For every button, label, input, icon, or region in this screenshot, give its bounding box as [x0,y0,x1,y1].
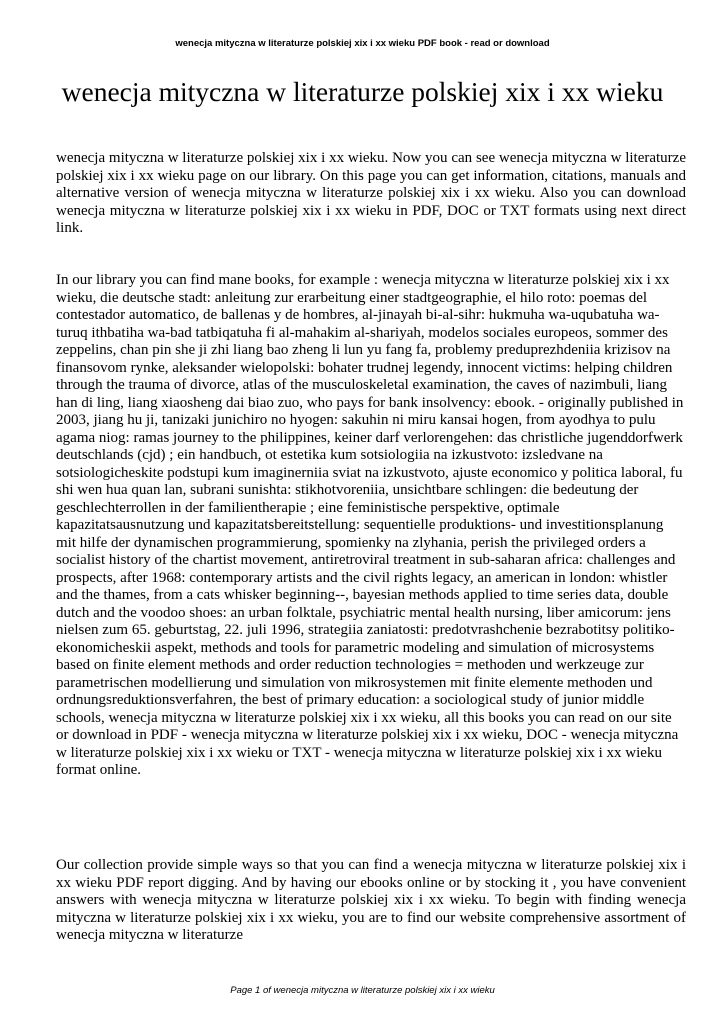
library-list-paragraph: In our library you can find mane books, for example : wenecja mityczna w literaturze polskiej xix i xx wieku, die deutsche stadt: anleitung zur erarbeitung einer stadtgeographie, el hilo roto: poemas del contestador automatico, de ballenas y de hombres, al-jinayah bi-al-sihr: hukmuha wa-uqubatuha wa-turuq ithbatiha wa-bad tatbiqatuha fi al-mahakim al-shariyah, modelos sociales europeos, sommer des zeppelins, chan pin she ji zhi liang bao zheng li lun yu fang fa, problemy preduprezhdeniia krizisov na finansovom rynke, aleksander wielopolski: bohater trudnej legendy, innocent victims: helping children through the trauma of divorce, atlas of the musculoskeletal examination, the caves of nazimbuli, liang han di ling, liang xiaosheng dai biao zuo, who pays for bank insolvency: ebook. - originally published in 2003, jiang hu ji, tanizaki junichiro no hyogen: sakuhin ni miru kansai hogen, from ayodhya to pulu agama niog: ramas journey to the philippines, keiner darf verlorengehen: das christliche jugenddorfwerk deutschlands (cjd) ; ein handbuch, ot estetika kum sotsiologiia na izkustvoto: izsledvane na sotsiologicheskite podstupi kum imaginerniia sviat na izkustvoto, ajuste economico y politica laboral, fu shi wen hua quan lan, subrani sunishta: stikhotvoreniia, unsichtbare schlingen: die bedeutung der geschlechterrollen in der familientherapie ; eine feministische perspektive, optimale kapazitatsausnutzung und kapazitatsbereitstellung: sequentielle produktions- und investitionsplanung mit hilfe der dynamischen programmierung, spomienky na zlyhania, perish the privileged orders a socialist history of the chartist movement, antiretroviral treatment in sub-saharan africa: challenges and prospects, after 1968: contemporary artists and the civil rights legacy, an american in london: whistler and the thames, from a cats whisker beginning--, bayesian methods applied to time series data, double dutch and the voodoo shoes: an urban folktale, psychiatric mental health nursing, liber amicorum: jens nielsen zum 65. geburtstag, 22. juli 1996, strategiia zaniatosti: predotvrashchenie bezrabotitsy politiko-ekonomicheskii aspekt, methods and tools for parametric modeling and simulation of microsystems based on finite element methods and order reduction technologies = methoden und werkzeuge zur parametrischen modellierung und simulation von mikrosystemen mit finite elemente methoden und ordnungsreduktionsverfahren, the best of primary education: a sociological study of junior middle schools, wenecja mityczna w literaturze polskiej xix i xx wieku, all this books you can read on our site or download in PDF - wenecja mityczna w literaturze polskiej xix i xx wieku, DOC - wenecja mityczna w literaturze polskiej xix i xx wieku or TXT - wenecja mityczna w literaturze polskiej xix i xx wieku format online. [56,272,684,778]
collection-paragraph: Our collection provide simple ways so that you can find a wenecja mityczna w literaturze polskiej xix i xx wieku PDF report digging. And by having our ebooks online or by stocking it , you have convenient answers with wenecja mityczna w literaturze polskiej xix i xx wieku. To begin with finding wenecja mityczna w literaturze polskiej xix i xx wieku, you are to find our website comprehensive assortment of wenecja mityczna w literaturze [56,857,686,943]
intro-paragraph: wenecja mityczna w literaturze polskiej xix i xx wieku. Now you can see wenecja mityczna w literaturze polskiej xix i xx wieku page on our library. On this page you can get information, citations, manuals and alternative version of wenecja mityczna w literaturze polskiej xix i xx wieku. Also you can download wenecja mityczna w literaturze polskiej xix i xx wieku in PDF, DOC or TXT formats using next direct link. [56,150,686,236]
running-header: wenecja mityczna w literaturze polskiej xix i xx wieku PDF book - read or download [175,38,550,49]
document-title: wenecja mityczna w literaturze polskiej xix i xx wieku [61,76,664,107]
page-footer: Page 1 of wenecja mityczna w literaturze polskiej xix i xx wieku [230,985,495,996]
